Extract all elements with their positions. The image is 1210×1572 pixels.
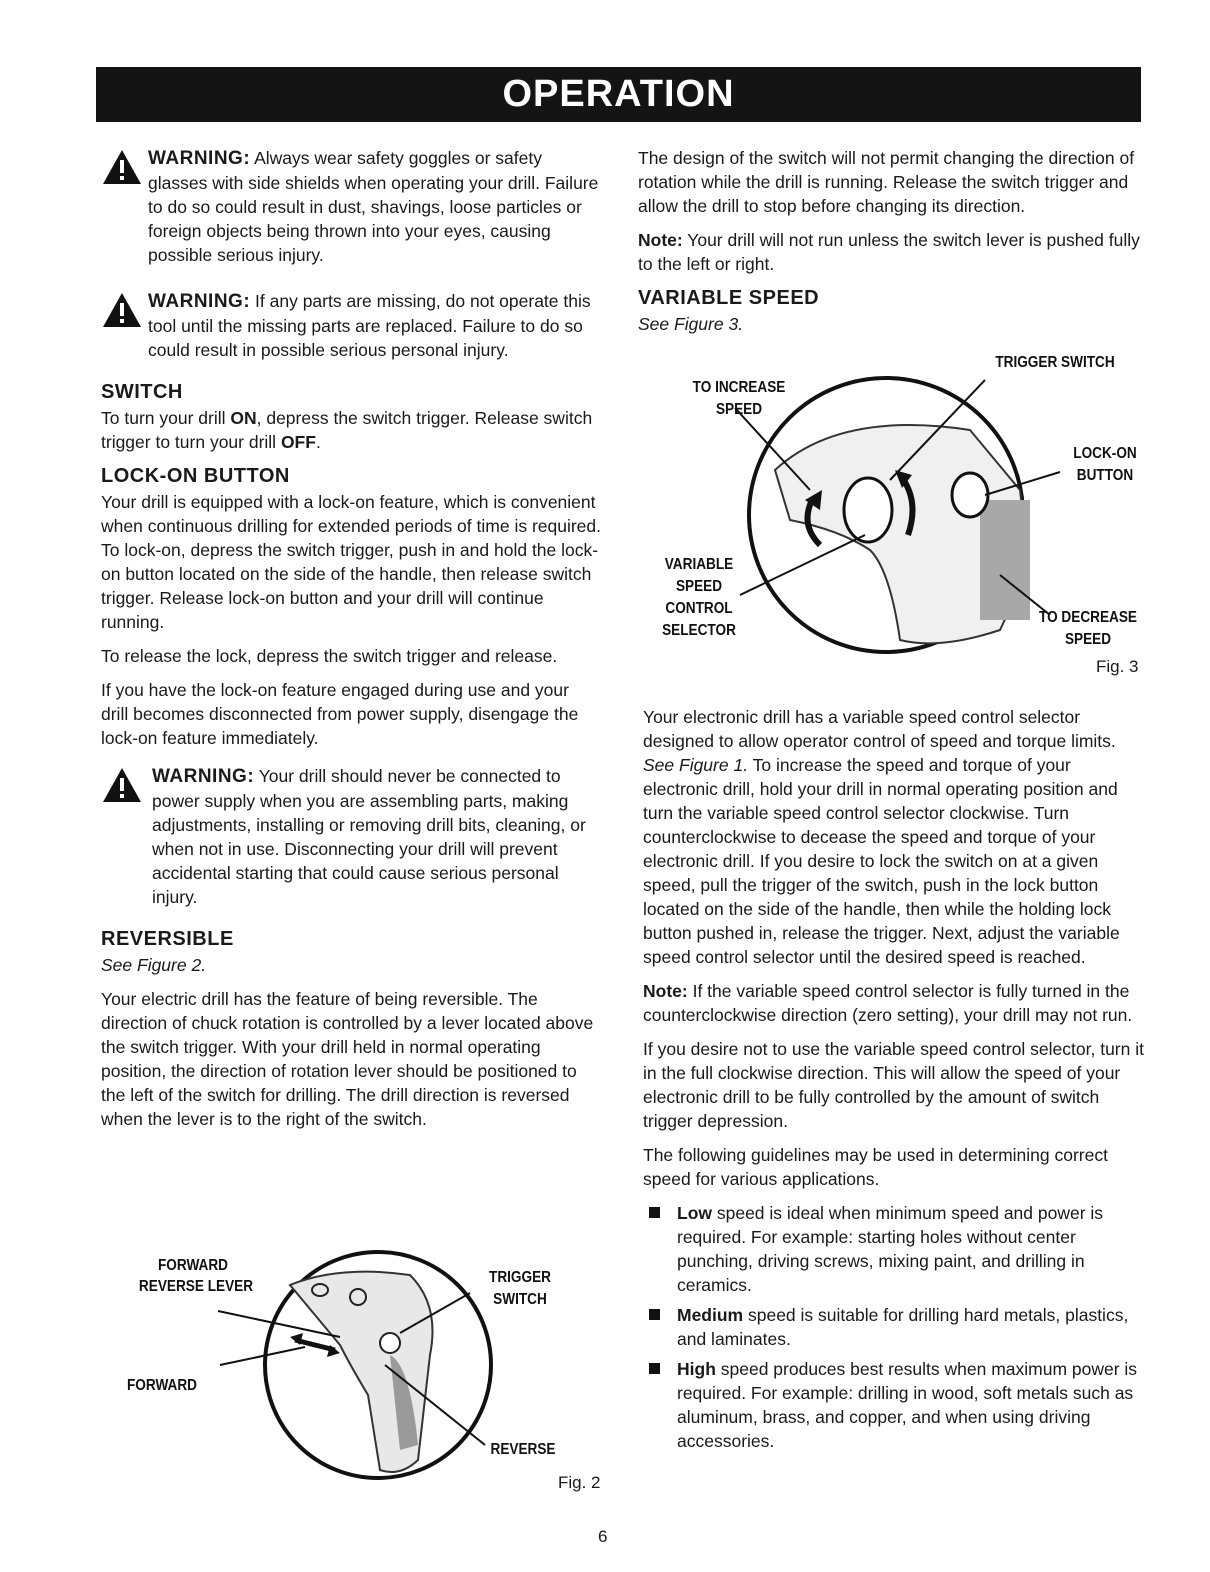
label-reverse-lever: REVERSE LEVER	[138, 1278, 254, 1295]
warning-block	[101, 289, 601, 362]
bullet-square-icon	[649, 1309, 660, 1320]
switch-heading: SWITCH	[101, 381, 183, 403]
warning-triangle-icon	[101, 766, 143, 804]
label-to-decrease-speed: TO DECREASE SPEED	[1039, 609, 1137, 648]
figure-2	[100, 1245, 620, 1515]
lockon-release-paragraph: To release the lock, depress the switch trigger and release.	[101, 646, 558, 666]
figure-3-caption: Fig. 3	[1096, 657, 1139, 676]
label-to-increase-speed: TO INCREASE SPEED	[692, 379, 786, 418]
right-column-top	[638, 146, 1148, 346]
warning-text: Always wear safety goggles or safety glasses with side shields when operating your drill. Failure to do so could result in dust, shavings, loose particles or foreign objects being thrown into your eyes, causing possible serious injury.	[148, 148, 599, 265]
label-forward-reverse: FORWARD	[157, 1257, 229, 1274]
warning-label: WARNING:	[152, 766, 255, 787]
warning-block	[101, 146, 601, 267]
label-trigger-switch: TRIGGER SWITCH	[489, 1269, 551, 1308]
bullet-square-icon	[649, 1363, 660, 1374]
variable-speed-note: Note: If the variable speed control selector is fully turned in the counterclockwise direction (zero setting), your drill may not run.	[643, 981, 1133, 1025]
see-figure-2: See Figure 2.	[101, 955, 207, 975]
see-figure-3: See Figure 3.	[638, 314, 744, 334]
section-banner	[96, 67, 1141, 122]
full-clockwise-paragraph: If you desire not to use the variable speed control selector, turn it in the full clockwise direction. This will allow the speed of your electronic drill to be fully controlled by the amount of switch trigger depression.	[643, 1039, 1144, 1131]
direction-paragraph: The design of the switch will not permit changing the direction of rotation while the drill is running. Release the switch trigger and allow the drill to stop before changing its direction.	[638, 148, 1135, 216]
variable-speed-paragraph: Your electronic drill has a variable speed control selector designed to allow operator control of speed and torque limits. See Figure 1. To increase the speed and torque of your electronic drill, hold your drill in normal operating position and turn the variable speed control selector clockwise. Turn counterclockwise to decease the speed and torque of your electronic drill. If you desire to lock the switch on at a given speed, pull the trigger of the switch, push in the lock button located on the side of the handle, then while the holding lock button pushed in, release the trigger. Next, adjust the variable speed control selector until the desired speed is reached.	[643, 707, 1120, 967]
reversible-paragraph: Your electric drill has the feature of being reversible. The direction of chuck rotation is controlled by a lever located above the switch trigger. With your drill held in normal operating position, the direction of rotation lever should be positioned to the left of the switch for drilling. The drill direction is reversed when the lever is to the right of the switch.	[101, 989, 594, 1129]
lockon-disengage-paragraph: If you have the lock-on feature engaged during use and your drill becomes disconnected from power supply, disengage the lock-on feature immediately.	[101, 680, 579, 748]
lockon-heading: LOCK-ON BUTTON	[101, 465, 290, 487]
warning-triangle-icon	[101, 291, 143, 329]
warning-label: WARNING:	[148, 148, 251, 169]
speed-guidelines-list	[643, 1201, 1148, 1453]
figure-2-caption: Fig. 2	[558, 1473, 601, 1492]
direction-note: Note: Your drill will not run unless the switch lever is pushed fully to the left or right.	[638, 230, 1140, 274]
warning-text: If any parts are missing, do not operate this tool until the missing parts are replaced. Failure to do so could result in possible serious personal injury.	[148, 291, 591, 360]
warning-text: Your drill should never be connected to power supply when you are assembling parts, making adjustments, installing or removing drill bits, cleaning, or when not in use. Disconnecting your drill will prevent accidental starting that could cause serious personal injury.	[152, 766, 586, 907]
bullet-square-icon	[649, 1207, 660, 1218]
switch-paragraph: To turn your drill ON, depress the switch trigger. Release switch trigger to turn your drill OFF.	[101, 408, 593, 452]
label-lock-on-button: LOCK-ON BUTTON	[1073, 445, 1137, 484]
list-item: High speed produces best results when maximum power is required. For example: drilling in wood, soft metals such as aluminum, brass, and copper, and when using driving accessories.	[643, 1357, 1148, 1453]
guidelines-paragraph: The following guidelines may be used in determining correct speed for various applications.	[643, 1145, 1108, 1189]
left-column	[101, 146, 601, 1141]
warning-block	[101, 764, 601, 909]
label-reverse: REVERSE	[490, 1441, 556, 1458]
warning-label: WARNING:	[148, 291, 251, 312]
reversible-heading: REVERSIBLE	[101, 928, 234, 950]
right-column-bottom	[643, 705, 1148, 1459]
lockon-paragraph: Your drill is equipped with a lock-on feature, which is convenient when continuous drilling for extended periods of time is required. To lock-on, depress the switch trigger, push in and hold the lock-on button located on the side of the handle, then release switch trigger. Release lock-on button and your drill will continue running.	[101, 492, 602, 632]
warning-triangle-icon	[101, 148, 143, 186]
page-number: 6	[598, 1527, 608, 1546]
label-variable-speed-control-selector: VARIABLE SPEED CONTROL SELECTOR	[662, 556, 736, 639]
figure-3	[640, 350, 1150, 685]
variable-speed-heading: VARIABLE SPEED	[638, 287, 820, 309]
page-title: OPERATION	[502, 73, 735, 115]
label-forward: FORWARD	[126, 1377, 198, 1394]
list-item: Low speed is ideal when minimum speed and power is required. For example: starting holes without center punching, driving screws, mixing paint, and drilling in ceramics.	[643, 1201, 1148, 1297]
list-item: Medium speed is suitable for drilling hard metals, plastics, and laminates.	[643, 1303, 1148, 1351]
label-trigger-switch: TRIGGER SWITCH	[995, 354, 1115, 371]
